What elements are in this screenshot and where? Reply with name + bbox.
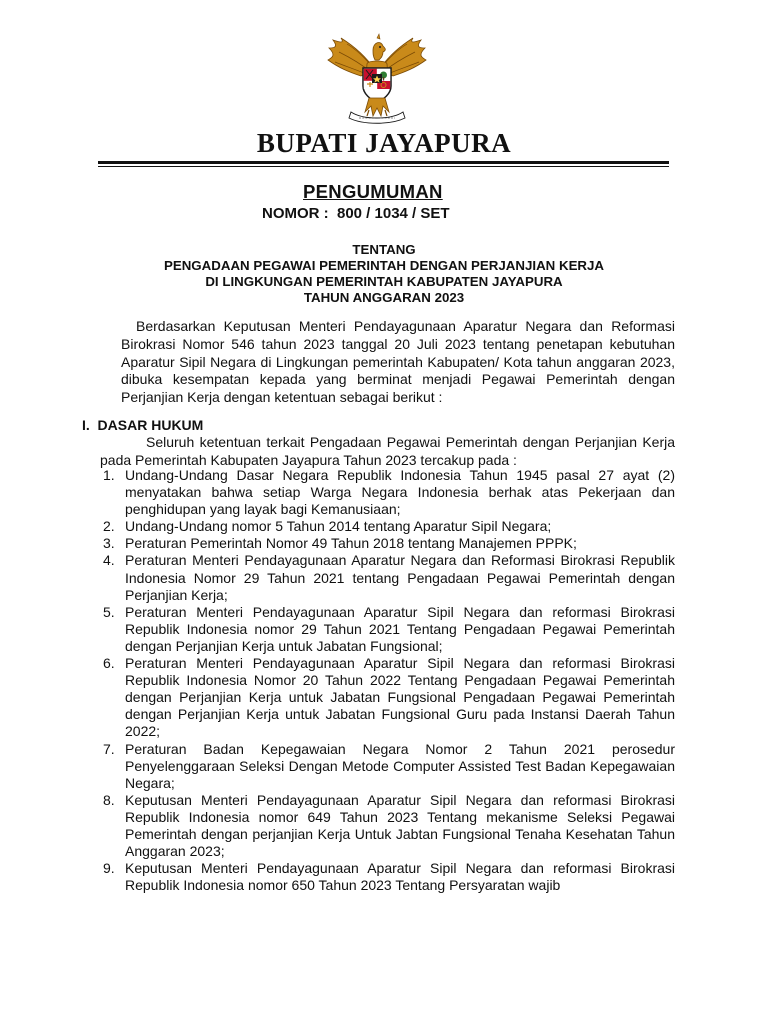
- list-item-text: Keputusan Menteri Pendayagunaan Aparatur Sipil Negara dan reformasi Birokrasi Republik Indonesia nomor 650 Tahun 2023 Tentang Persyaratan wajib: [125, 860, 675, 894]
- list-item-text: Peraturan Menteri Pendayagunaan Aparatur Negara dan Reformasi Birokrasi Republik Indonesia Nomor 29 Tahun 2021 tentang Pengadaan Pegawai Pemerintah dengan Perjanjian Kerja;: [125, 552, 675, 603]
- section-heading: I. DASAR HUKUM: [82, 417, 204, 433]
- list-item: [100, 655, 675, 740]
- legal-basis-list: [100, 467, 675, 894]
- list-item-text: Undang-Undang nomor 5 Tahun 2014 tentang Aparatur Sipil Negara;: [125, 518, 552, 535]
- list-item: [100, 604, 675, 655]
- list-item: [100, 792, 675, 860]
- list-item-number: 7.: [103, 740, 115, 757]
- list-item-number: 1.: [103, 467, 115, 483]
- subject-about: TENTANG: [352, 242, 416, 257]
- section-intro: Seluruh ketentuan terkait Pengadaan Pegawai Pemerintah dengan Perjanjian Kerja pada Pemerintah Kabupaten Jayapura Tahun 2023 tercakup pada :: [100, 434, 675, 468]
- list-item-number: 9.: [103, 860, 115, 877]
- list-item: [100, 518, 675, 535]
- list-item-text: Peraturan Menteri Pendayagunaan Aparatur Sipil Negara dan reformasi Birokrasi Republik Indonesia nomor 29 Tahun 2021 Tentang Pengadaan Pegawai Pemerintah dengan Perjanjian Kerja untuk Jabatan Fungsional;: [125, 603, 675, 654]
- subject-block: [0, 242, 768, 306]
- list-item-number: 8.: [103, 791, 115, 808]
- intro-paragraph: Berdasarkan Keputusan Menteri Pendayagunaan Aparatur Negara dan Reformasi Birokrasi Nomor 546 tahun 2023 tanggal 20 Juli 2023 tentang penetapan kebutuhan Aparatur Sipil Negara di Lingkungan pemerintah Kabupaten/ Kota tahun anggaran 2023, dibuka kesempatan kepada yang berminat menjadi Pegawai Pemerintah dengan Perjanjian Kerja dengan ketentuan sebagai berikut :: [121, 318, 675, 406]
- announcement-title: PENGUMUMAN: [303, 181, 443, 202]
- list-item-text: Undang-Undang Dasar Negara Republik Indonesia Tahun 1945 pasal 27 ayat (2) menyatakan bahwa setiap Warga Negara Indonesia berhak atas Pekerjaan dan penghidupan yang layak bagi Kemanusiaan;: [125, 467, 675, 518]
- list-item-text: Peraturan Badan Kepegawaian Negara Nomor 2 Tahun 2021 perosedur Penyelenggaraan Seleksi Dengan Metode Computer Assisted Test Badan Kepegawaian Negara;: [125, 740, 675, 791]
- list-item-number: 4.: [103, 552, 115, 569]
- list-item-text: Keputusan Menteri Pendayagunaan Aparatur Sipil Negara dan reformasi Birokrasi Republik Indonesia nomor 649 Tahun 2023 Tentang mekanisme Seleksi Pegawai Pemerintah dengan perjanjian Kerja Untuk Jabtan Fungsional Tenaha Kesehatan Tahun Anggaran 2023;: [125, 791, 675, 860]
- list-item-text: Peraturan Pemerintah Nomor 49 Tahun 2018 tentang Manajemen PPPK;: [125, 535, 577, 552]
- subject-line: TAHUN ANGGARAN 2023: [303, 290, 465, 305]
- letterhead-rule-thick: [98, 161, 669, 164]
- list-item: [100, 535, 675, 552]
- list-item-text: Peraturan Menteri Pendayagunaan Aparatur Sipil Negara dan reformasi Birokrasi Republik Indonesia Nomor 20 Tahun 2022 Tentang Pengadaan Pegawai Pemerintah dengan Perjanjian Kerja untuk Jabatan Fungsional Pengadaan Pegawai Pemerintah dengan Perjanjian Kerja untuk Jabatan Fungsional Guru pada Instansi Daerah Tahun 2022;: [125, 655, 675, 740]
- list-item: [100, 860, 675, 894]
- list-item: [100, 552, 675, 603]
- announcement-number: NOMOR : 800 / 1034 / SET: [262, 205, 450, 222]
- list-item-number: 2.: [103, 518, 115, 535]
- letterhead-heading: BUPATI JAYAPURA: [256, 128, 512, 158]
- garuda-emblem-icon: [327, 30, 427, 126]
- list-item: [100, 741, 675, 792]
- list-item: [100, 467, 675, 518]
- subject-line: DI LINGKUNGAN PEMERINTAH KABUPATEN JAYAPURA: [205, 274, 563, 289]
- subject-line: PENGADAAN PEGAWAI PEMERINTAH DENGAN PERJANJIAN KERJA: [163, 258, 605, 273]
- list-item-number: 6.: [103, 655, 115, 672]
- letterhead-rule-thin: [98, 166, 669, 167]
- list-item-number: 3.: [103, 535, 115, 552]
- list-item-number: 5.: [103, 603, 115, 620]
